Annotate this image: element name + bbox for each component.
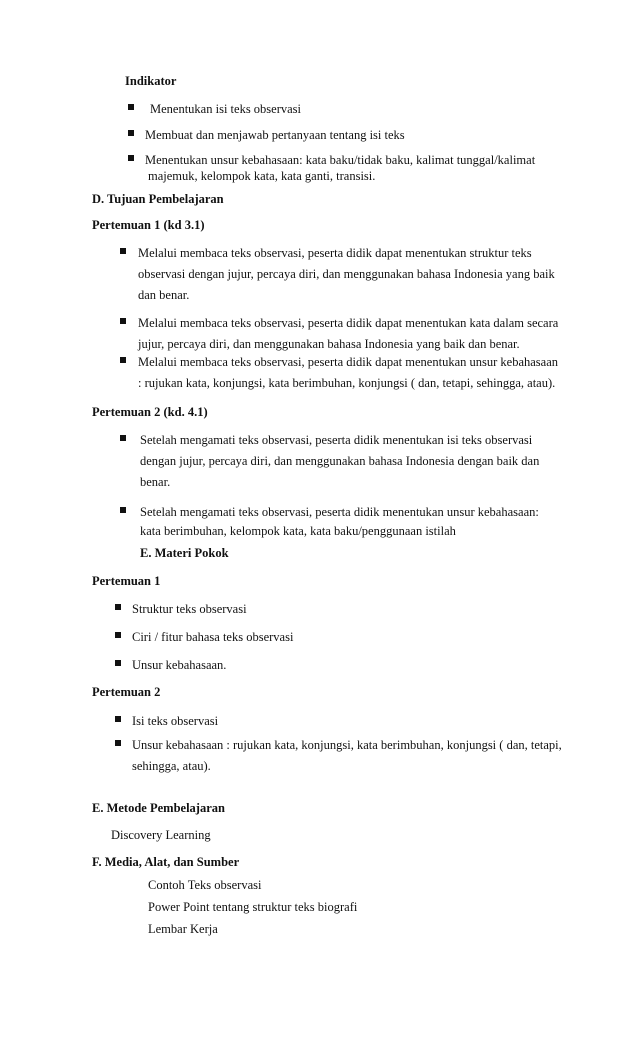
materi-p1-item-2: Ciri / fitur bahasa teks observasi — [132, 630, 294, 644]
media-item-2: Power Point tentang struktur teks biografi — [148, 900, 358, 914]
bullet-icon — [115, 604, 121, 610]
materi-heading: E. Materi Pokok — [140, 546, 229, 560]
tujuan-p1-item-1-line2: observasi dengan jujur, percaya diri, dan menggunakan bahasa Indonesia yang baik — [138, 267, 555, 281]
materi-p1-item-1: Struktur teks observasi — [132, 602, 247, 616]
materi-p2-item-2-line2: sehingga, atau). — [132, 759, 211, 773]
bullet-icon — [115, 660, 121, 666]
tujuan-p1-item-2-line1: Melalui membaca teks observasi, peserta didik dapat menentukan kata dalam secara — [138, 316, 559, 330]
tujuan-p1-item-1-line3: dan benar. — [138, 288, 190, 302]
tujuan-p2-item-1-line1: Setelah mengamati teks observasi, peserta didik menentukan isi teks observasi — [140, 433, 533, 447]
bullet-icon — [120, 248, 126, 254]
indikator-heading: Indikator — [125, 74, 177, 88]
media-item-1: Contoh Teks observasi — [148, 878, 262, 892]
tujuan-p1-item-3-line1: Melalui membaca teks observasi, peserta didik dapat menentukan unsur kebahasaan — [138, 355, 558, 369]
bullet-icon — [120, 507, 126, 513]
tujuan-heading: D. Tujuan Pembelajaran — [92, 192, 224, 206]
bullet-icon — [120, 318, 126, 324]
bullet-icon — [128, 130, 134, 136]
bullet-icon — [115, 716, 121, 722]
media-item-3: Lembar Kerja — [148, 922, 218, 936]
pertemuan-1-kd-heading: Pertemuan 1 (kd 3.1) — [92, 218, 205, 232]
tujuan-p1-item-1-line1: Melalui membaca teks observasi, peserta didik dapat menentukan struktur teks — [138, 246, 532, 260]
materi-p2-item-1: Isi teks observasi — [132, 714, 219, 728]
materi-p2-item-2-line1: Unsur kebahasaan : rujukan kata, konjungsi, kata berimbuhan, konjungsi ( dan, tetapi, — [132, 738, 562, 752]
tujuan-p2-item-2-line1: Setelah mengamati teks observasi, peserta didik menentukan unsur kebahasaan: — [140, 505, 539, 519]
bullet-icon — [128, 155, 134, 161]
indikator-item-3-text: Menentukan unsur kebahasaan: kata baku/tidak baku, kalimat tunggal/kalimat — [145, 153, 536, 167]
metode-heading: E. Metode Pembelajaran — [92, 801, 225, 815]
tujuan-p2-item-1-line3: benar. — [140, 475, 171, 489]
tujuan-p1-item-3-line2: : rujukan kata, konjungsi, kata berimbuhan, konjungsi ( dan, tetapi, sehingga, atau). — [138, 376, 556, 390]
tujuan-p2-item-1-line2: dengan jujur, percaya diri, dan menggunakan bahasa Indonesia dengan baik dan — [140, 454, 540, 468]
tujuan-p2-item-2-line2: kata berimbuhan, kelompok kata, kata baku/penggunaan istilah — [140, 524, 456, 538]
indikator-item-2: Membuat dan menjawab pertanyaan tentang isi teks — [145, 128, 405, 142]
indikator-item-1: Menentukan isi teks observasi — [150, 102, 302, 116]
bullet-icon — [120, 357, 126, 363]
bullet-icon — [120, 435, 126, 441]
bullet-icon — [115, 740, 121, 746]
indikator-item-3-line2: majemuk, kelompok kata, kata ganti, transisi. — [148, 169, 376, 183]
indikator-item-3-line1 — [145, 152, 563, 168]
bullet-icon — [128, 104, 134, 110]
metode-value: Discovery Learning — [111, 828, 211, 842]
bullet-icon — [115, 632, 121, 638]
media-heading: F. Media, Alat, dan Sumber — [92, 855, 240, 869]
materi-pertemuan-2-heading: Pertemuan 2 — [92, 685, 161, 699]
materi-pertemuan-1-heading: Pertemuan 1 — [92, 574, 161, 588]
materi-p1-item-3: Unsur kebahasaan. — [132, 658, 227, 672]
tujuan-p1-item-2-line2: jujur, percaya diri, dan menggunakan bahasa Indonesia yang baik dan benar. — [138, 337, 520, 351]
pertemuan-2-kd-heading: Pertemuan 2 (kd. 4.1) — [92, 405, 208, 419]
